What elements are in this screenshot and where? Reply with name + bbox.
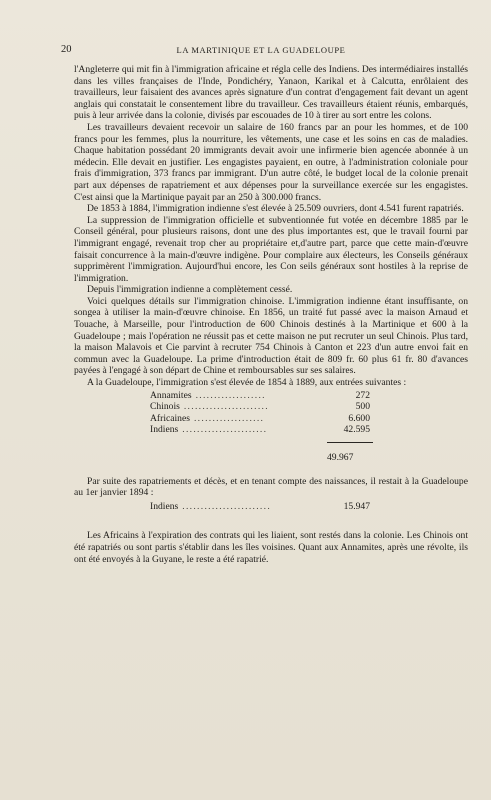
paragraph: A la Guadeloupe, l'immigration s'est élevée de 1854 à 1889, aux entrées suivantes : xyxy=(87,377,407,389)
row-label: Africaines xyxy=(150,412,190,424)
page-number: 20 xyxy=(61,44,72,55)
table-row xyxy=(150,501,370,513)
running-head: LA MARTINIQUE ET LA GUADELOUPE xyxy=(176,45,346,55)
table-row xyxy=(150,390,370,402)
table-total: 49.967 xyxy=(327,452,354,463)
row-value: 15.947 xyxy=(343,500,370,512)
spacer xyxy=(74,464,468,476)
table-row xyxy=(150,413,370,425)
table-row xyxy=(150,401,370,413)
row-label: Annamites xyxy=(150,389,192,401)
leader-dots: ................... xyxy=(193,412,265,424)
paragraph: De 1853 à 1884, l'immigration indienne s'est élevée à 25.509 ouvriers, dont 4.541 furent rapatriés. xyxy=(87,203,464,215)
paragraph: l'Angleterre qui mit fin à l'immigration africaine et régla celle des Indiens. Des intermédiaires installés dans les villes françaises de l'Inde, Pondichéry, Yanaon, Karikal et à Calcutta, enrôlaient des travailleurs, leur faisaient des avances après signature d'un contrat d'engagement fait devant un agent anglais qui constatait le consentement libre du travailleur. Ces travailleurs étaient réunis, embarqués, puis à leur arrivée dans la colonie, divisés par escouades de 10 à tirer au sort entre les colons. xyxy=(74,64,468,122)
row-value: 272 xyxy=(355,389,370,401)
immigration-table xyxy=(150,390,370,443)
leader-dots: ........................ xyxy=(182,500,272,512)
row-label: Indiens xyxy=(150,424,179,436)
leader-dots: ....................... xyxy=(183,401,269,413)
page-header xyxy=(61,44,461,58)
spacer xyxy=(74,512,468,530)
leader-dots: ....................... xyxy=(182,424,268,436)
row-value: 42.595 xyxy=(343,424,370,436)
paragraph: Depuis l'immigration indienne a complètement cessé. xyxy=(87,284,293,296)
row-value: 500 xyxy=(355,401,370,413)
paragraph: Voici quelques détails sur l'immigration chinoise. L'immigration indienne étant insuffisante, on songea à utiliser la main-d'œuvre chinoise. En 1856, un traité fut passé avec la maison Arnaud et Touache, à Marseille, pour l'introduction de 600 Chinois destinés à la Martinique et 600 à la Guadeloupe ; mais l'opération ne réussit pas et cette maison ne put recruter un seul Chinois. Plus tard, la maison Malavois et Cie parvint à recruter 754 Chinois à Canton et 223 d'un autre envoi fait en commun avec la Guadeloupe. La prime d'introduction était de 809 fr. 60 plus 61 fr. 80 d'avances payées à l'engagé à son départ de Chine et remboursables sur ses salaires. xyxy=(74,295,468,377)
total-rule xyxy=(327,442,373,443)
paragraph: Les travailleurs devaient recevoir un salaire de 160 francs par an pour les hommes, et de 100 francs pour les femmes, plus la nourriture, les vêtements, une case et les soins en cas de maladies. Chaque habitation possédant 20 immigrants devait avoir une infirmerie bien agencée abonnée à un médecin. Elle devait en justifier. Les engagistes payaient, en outre, à l'administration coloniale pour frais d'immigration, 373 francs par immigrant. D'un autre côté, le budget local de la colonie prenait part aux dépenses de rapatriement et aux dépenses pour la surveillance exercée sur les engagistes. C'est ainsi que la Martinique payait par an 250 à 300.000 francs. xyxy=(74,121,468,203)
row-label: Indiens xyxy=(150,500,179,512)
paragraph: Les Africains à l'expiration des contrats qui les liaient, sont restés dans la colonie. Les Chinois ont été rapatriés ou sont partis s'établir dans les îles voisines. Quant aux Annamites, après une révolte, ils ont été envoyés à la Guyane, le reste a été rapatrié. xyxy=(74,530,468,565)
leader-dots: ................... xyxy=(195,389,266,401)
paragraph: Par suite des rapatriements et décès, et en tenant compte des naissances, il restait à la Guadeloupe au 1er janvier 1894 : xyxy=(74,475,468,499)
row-label: Chinois xyxy=(150,401,180,413)
paragraph: La suppression de l'immigration officielle et subventionnée fut votée en décembre 1885 par le Conseil général, pour plusieurs raisons, dont une des plus importantes est, que le travail fourni par l'immigrant engagé, revenait trop cher au propriétaire et,d'autre part, parce que cette main-d'œuvre faisait concurrence à la main-d'œuvre indigène. Pour complaire aux électeurs, les Conseils généraux supprimèrent l'immigration. Aujourd'hui encore, les Con seils généraux sont hostiles à la reprise de l'immigration. xyxy=(74,214,468,284)
row-value: 6.600 xyxy=(348,412,370,424)
table-row xyxy=(150,424,370,436)
body-text xyxy=(74,64,468,565)
